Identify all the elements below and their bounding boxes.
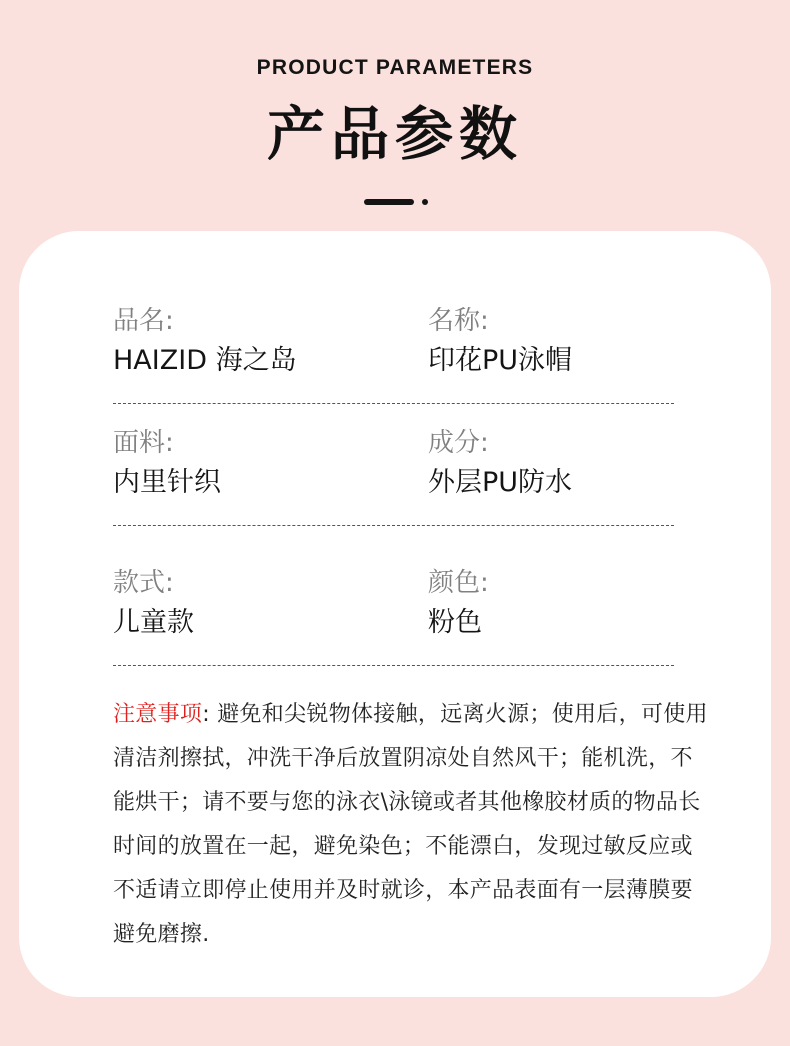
param-label: 品名: bbox=[113, 306, 174, 336]
param-cell-fabric bbox=[113, 425, 221, 501]
param-cell-name bbox=[428, 303, 572, 379]
decoration-bar bbox=[364, 199, 414, 205]
param-label: 面料: bbox=[113, 428, 174, 458]
param-cell-style bbox=[113, 565, 194, 641]
param-value: 粉色 bbox=[428, 607, 482, 638]
page-title: 产品参数 bbox=[266, 100, 523, 168]
eyebrow-heading: PRODUCT PARAMETERS bbox=[256, 56, 534, 79]
param-cell-product-name bbox=[113, 303, 297, 379]
parameters-card bbox=[19, 231, 771, 997]
param-value: 儿童款 bbox=[113, 607, 194, 638]
param-label: 款式: bbox=[113, 568, 174, 598]
notice-label: 注意事项 bbox=[113, 702, 203, 727]
param-value: HAIZID 海之岛 bbox=[113, 345, 297, 376]
title-decoration bbox=[364, 199, 434, 207]
care-notice bbox=[113, 693, 713, 957]
param-label: 名称: bbox=[428, 306, 489, 336]
param-row bbox=[113, 565, 674, 666]
param-label: 成分: bbox=[428, 428, 489, 458]
param-cell-color bbox=[428, 565, 489, 641]
param-row bbox=[113, 425, 674, 526]
param-row bbox=[113, 303, 674, 404]
param-value: 内里针织 bbox=[113, 467, 221, 498]
decoration-dot bbox=[422, 199, 428, 205]
param-label: 颜色: bbox=[428, 568, 489, 598]
param-value: 外层PU防水 bbox=[428, 467, 573, 498]
param-value: 印花PU泳帽 bbox=[428, 345, 573, 376]
param-cell-composition bbox=[428, 425, 572, 501]
notice-text: : 避免和尖锐物体接触，远离火源；使用后，可使用清洁剂擦拭，冲洗干净后放置阴凉处自然风干；能机洗，不能烘干；请不要与您的泳衣\泳镜或者其他橡胶材质的物品长时间的放置在一起，避免染色；不能漂白，发现过敏反应或不适请立即停止使用并及时就诊，本产品表面有一层薄膜要避免磨擦. bbox=[113, 702, 708, 947]
